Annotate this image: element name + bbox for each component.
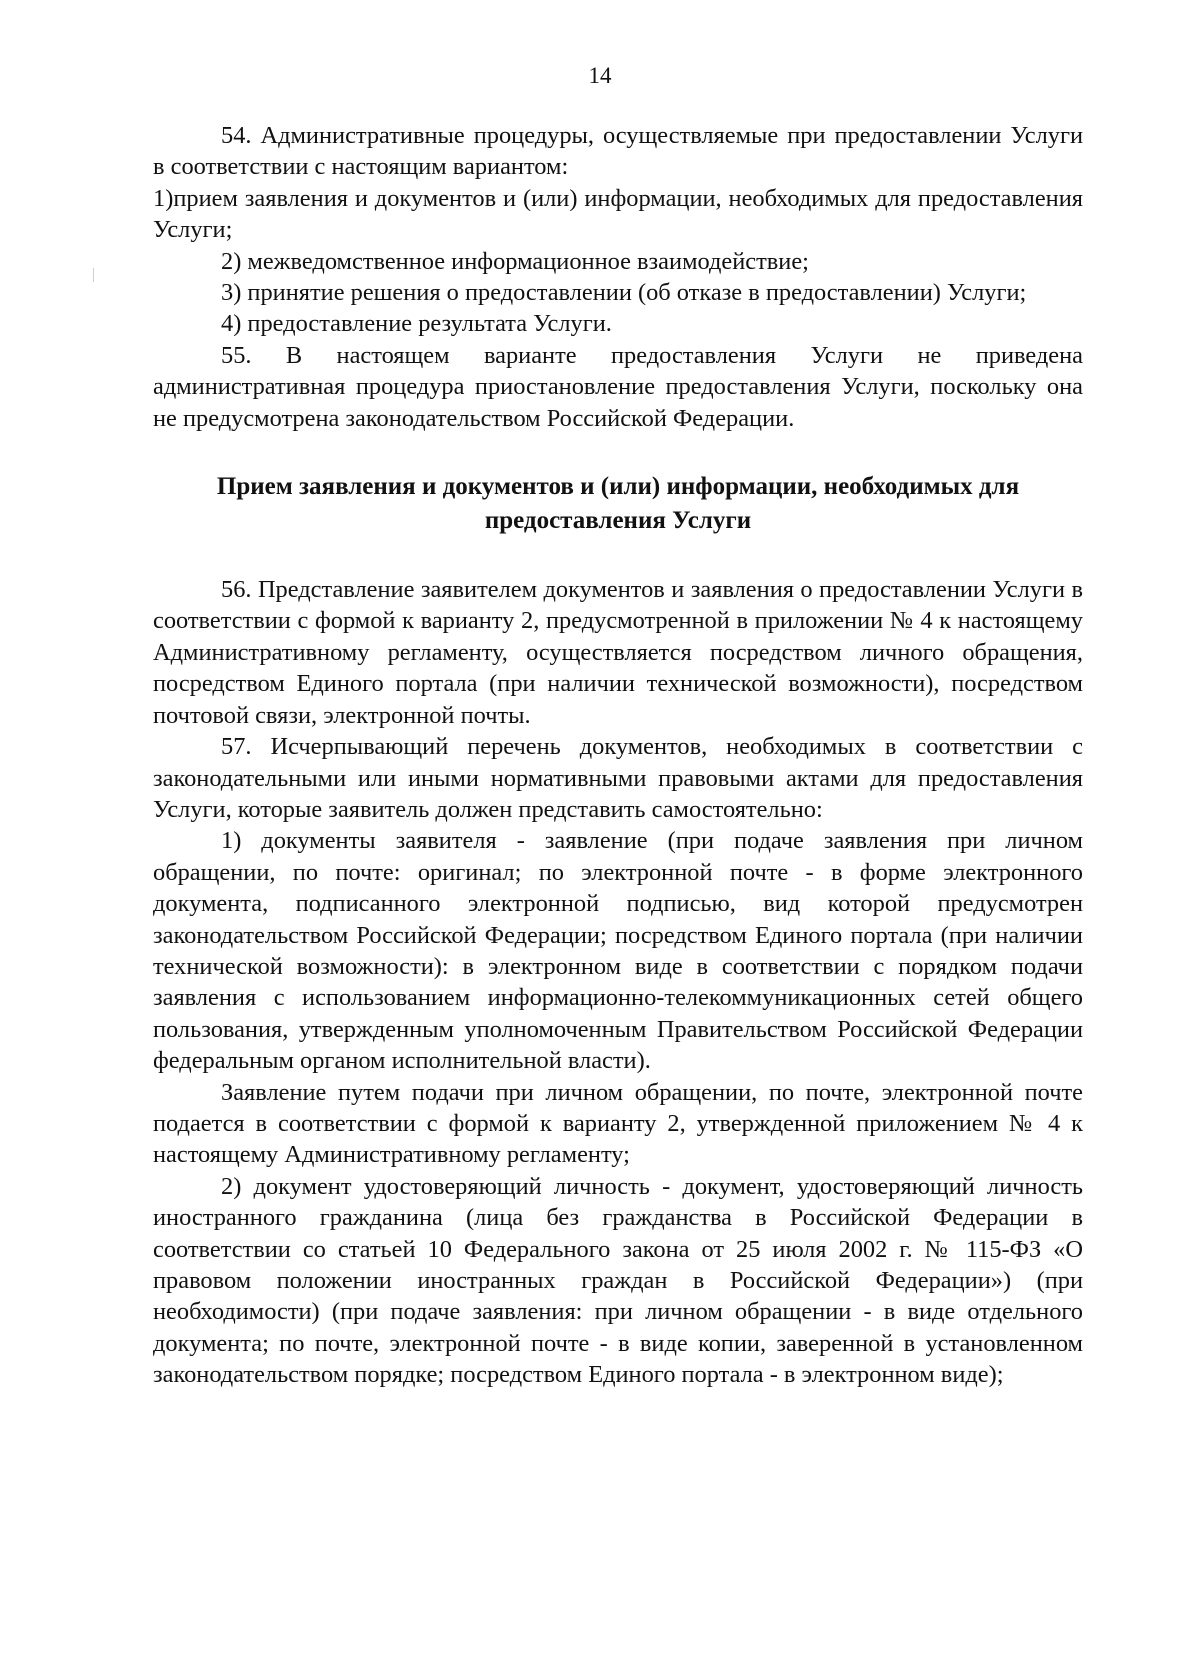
section-heading: Прием заявления и документов и (или) информации, необходимых для предоставления Услуги [216, 473, 1020, 535]
scan-margin-mark [93, 268, 94, 282]
document-item-1: 1) документы заявителя - заявление (при подаче заявления при личном обращении, по почте: оригинал; по электронной почте - в форме электронного документа, подписанного электронной подписью, вид которой предусмотрен законодательством Российской Федерации; посредством Единого портала (при наличии технической возможности): в электронном виде в соответствии с порядком подачи заявления с использованием информационно-телекоммуникационных сетей общего пользования, утвержденным уполномоченным Правительством Российской Федерации федеральным органом исполнительной власти). [153, 827, 1083, 1075]
paragraph-54: 54. Административные процедуры, осуществляемые при предоставлении Услуги в соответствии с настоящим вариантом: [153, 122, 1083, 181]
application-submission-paragraph: Заявление путем подачи при личном обращении, по почте, электронной почте подается в соответствии с формой к варианту 2, утвержденной приложением № 4 к настоящему Административному регламенту; [153, 1078, 1083, 1169]
paragraph-57: 57. Исчерпывающий перечень документов, необходимых в соответствии с законодательными или иными нормативными правовыми актами для предоставления Услуги, которые заявитель должен представить самостоятельно: [153, 733, 1083, 823]
paragraph-56: 56. Представление заявителем документов и заявления о предоставлении Услуги в соответствии с формой к варианту 2, предусмотренной в приложении № 4 к настоящему Административному регламенту, осуществляется посредством личного обращения, посредством Единого портала (при наличии технической возможности), посредством почтовой связи, электронной почты. [153, 576, 1083, 729]
page-number: 14 [588, 63, 612, 88]
document-body [153, 120, 1083, 1391]
list-item-1: 1)прием заявления и документов и (или) информации, необходимых для предоставления Услуги; [153, 184, 1083, 244]
list-item-2: 2) межведомственное информационное взаимодействие; [221, 247, 809, 275]
document-item-2: 2) документ удостоверяющий личность - документ, удостоверяющий личность иностранного гражданина (лица без гражданства в Российской Федерации в соответствии со статьей 10 Федерального закона от 25 июля 2002 г. № 115-ФЗ «О правовом положении иностранных граждан в Российской Федерации») (при необходимости) (при подаче заявления: при личном обращении - в виде отдельного документа; по почте, электронной почте - в виде копии, заверенной в установленном законодательством порядке; посредством Единого портала - в электронном виде); [153, 1172, 1083, 1389]
paragraph-55: 55. В настоящем варианте предоставления Услуги не приведена административная процедура приостановление предоставления Услуги, поскольку она не предусмотрена законодательством Российской Федерации. [153, 341, 1083, 432]
list-item-4: 4) предоставление результата Услуги. [221, 310, 612, 338]
list-item-3: 3) принятие решения о предоставлении (об отказе в предоставлении) Услуги; [221, 279, 1027, 307]
